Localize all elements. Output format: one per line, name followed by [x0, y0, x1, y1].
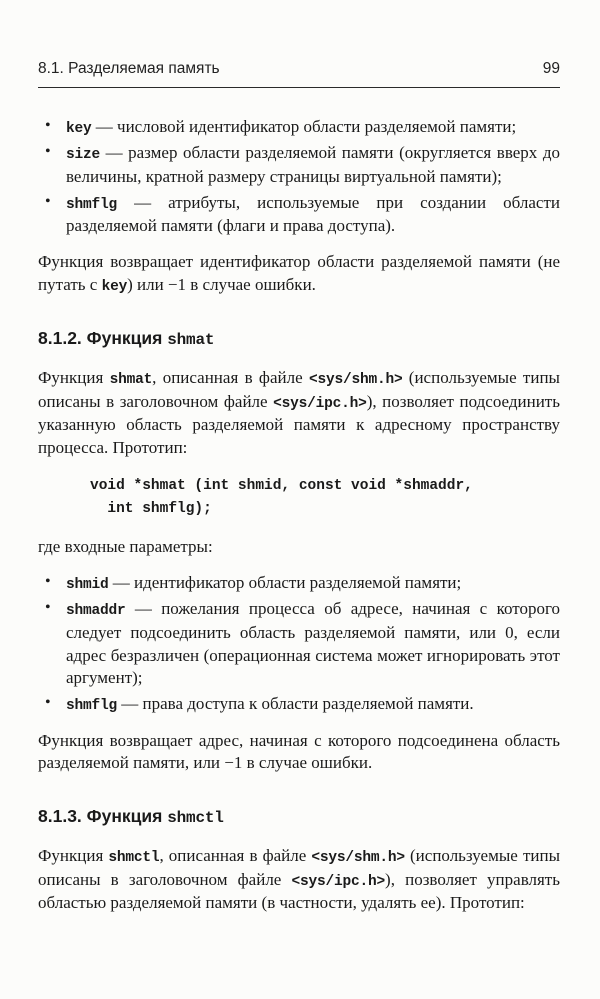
inline-code: key [66, 121, 92, 137]
bullet-list [38, 116, 560, 238]
text-run: где входные параметры: [38, 537, 213, 557]
paragraph [38, 367, 560, 459]
header-page-number: 99 [542, 60, 560, 77]
text-run: ), позволяет управлять областью разделяемой памяти (в частности, удалять ее). Прототип: [38, 869, 560, 913]
paragraph [38, 536, 560, 559]
text-run: — атрибуты, используемые при создании области разделяемой памяти (флаги и права доступа). [66, 192, 560, 236]
text-run: ) или −1 в случае ошибки. [127, 274, 316, 294]
text-run: ), позволяет подсоединить указанную область разделяемой памяти к адресному пространству процесса. Прототип: [38, 391, 560, 458]
text-run: — числовой идентификатор области разделяемой памяти; [91, 117, 517, 136]
code-line: void *shmat (int shmid, const void *shmaddr, [90, 477, 473, 494]
bullet-icon: • [45, 694, 51, 712]
section-heading [38, 327, 560, 351]
bullet-icon: • [45, 599, 51, 617]
text-run: Функция возвращает адрес, начиная с которого подсоединена область разделяемой памяти, или −1 в случае ошибки. [38, 730, 560, 773]
inline-code: <sys/ipc.h> [273, 395, 367, 412]
inline-code: size [66, 147, 101, 164]
bullet-icon: • [45, 572, 51, 590]
text-run: Функция возвращает идентификатор области разделяемой памяти (не путать с [38, 251, 560, 294]
text-run: Функция [38, 368, 110, 388]
code-block [90, 475, 560, 521]
text-run: — идентификатор области разделяемой памяти; [108, 572, 462, 592]
header-section-title: 8.1. Разделяемая память [38, 60, 220, 77]
paragraph [38, 730, 560, 776]
text-run: (используемые типы описаны в заголовочном файле [38, 846, 560, 889]
inline-code: <sys/shm.h> [311, 850, 405, 867]
header-rule [38, 87, 560, 88]
text-run: — размер области разделяемой памяти (округляется вверх до величины, кратной размеру страницы виртуальной памяти); [66, 143, 560, 186]
section-heading [38, 805, 560, 829]
paragraph [38, 251, 560, 297]
text-run: , описанная в файле [159, 846, 312, 866]
text-run: , описанная в файле [152, 368, 309, 388]
text-run: 8.1.3. Функция [38, 806, 168, 827]
page-content [38, 116, 560, 915]
inline-code: shmaddr [66, 603, 126, 620]
inline-code: shmat [109, 372, 153, 389]
text-run: 8.1.2. Функция [38, 327, 168, 348]
bullet-list [38, 572, 560, 717]
bullet-icon: • [45, 117, 51, 134]
bullet-item [38, 693, 560, 716]
bullet-icon: • [45, 143, 51, 161]
inline-code: shmid [66, 576, 109, 593]
inline-code: shmctl [108, 850, 160, 867]
inline-code: shmflg [66, 698, 118, 715]
inline-code: shmflg [66, 196, 118, 213]
bullet-item [38, 142, 560, 188]
inline-code: shmat [167, 330, 215, 349]
bullet-item [38, 598, 560, 690]
text-run: Функция [38, 846, 109, 866]
inline-code: <sys/shm.h> [308, 372, 403, 389]
bullet-item [38, 116, 560, 139]
bullet-icon: • [45, 192, 51, 210]
code-line: int shmflg); [90, 500, 212, 517]
text-run: — права доступа к области разделяемой памяти. [117, 694, 474, 714]
inline-code: key [101, 278, 128, 295]
text-run: (используемые типы описаны в заголовочном файле [38, 368, 560, 411]
paragraph [38, 845, 560, 915]
text-run: — пожелания процесса об адресе, начиная с которого следует подсоединить область разделяемой памяти, или 0, если адрес безразличен (операционная система может игнорировать этот аргумент); [66, 599, 560, 688]
running-header [38, 60, 560, 78]
bullet-item [38, 192, 560, 238]
bullet-item [38, 572, 560, 595]
inline-code: <sys/ipc.h> [291, 873, 386, 890]
inline-code: shmctl [167, 809, 224, 828]
